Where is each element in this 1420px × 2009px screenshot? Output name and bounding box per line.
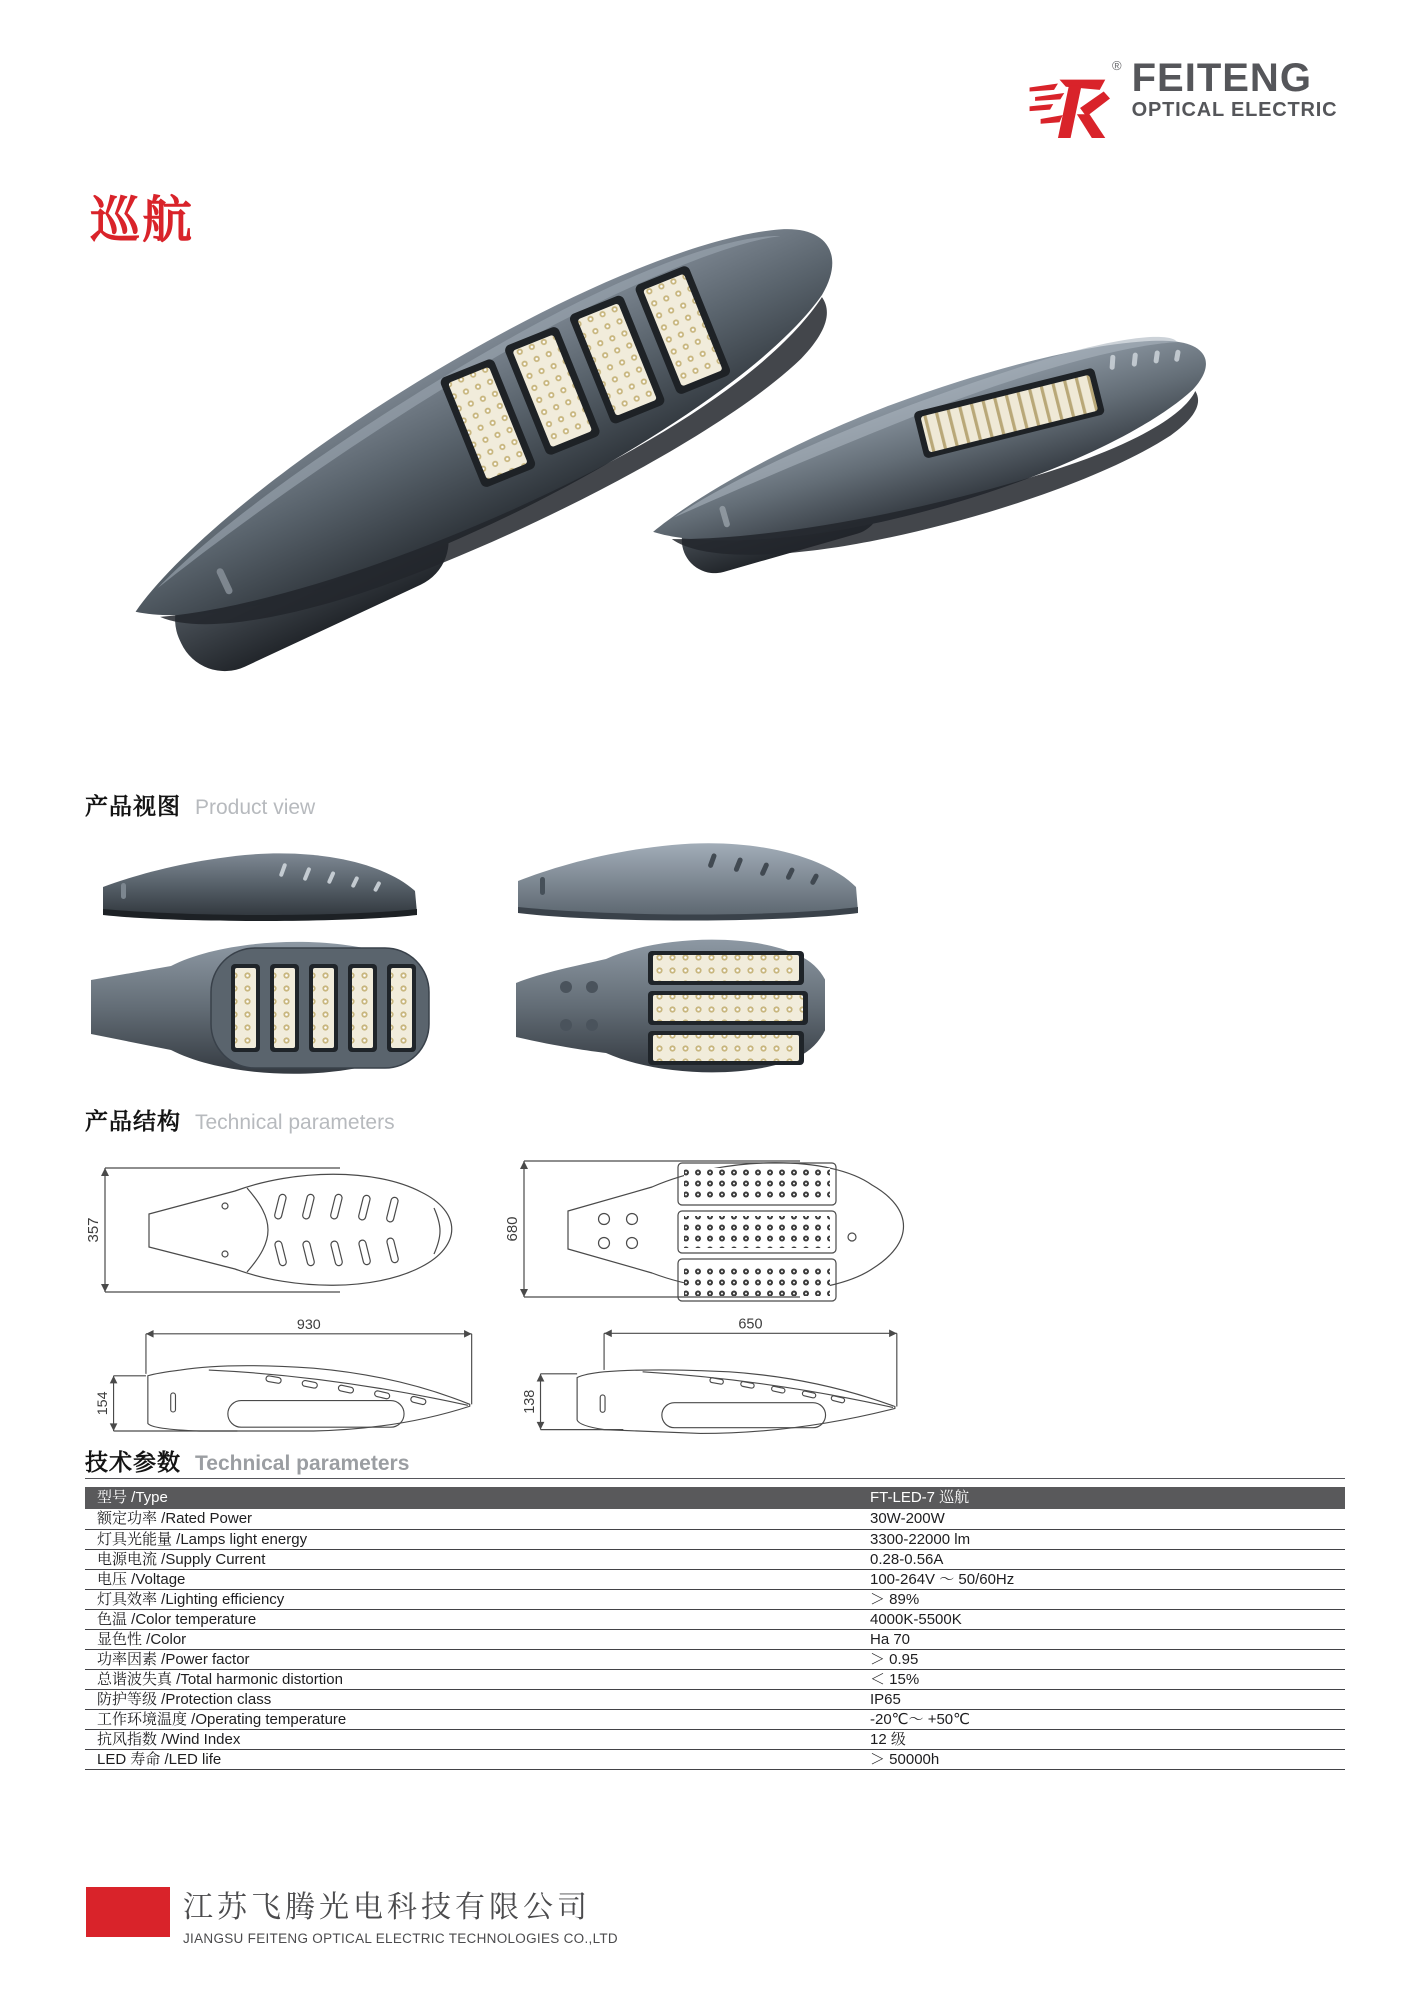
table-top-rule [85, 1478, 1345, 1479]
spec-row [85, 1729, 1345, 1749]
section-title-zh: 技术参数 [85, 1449, 181, 1475]
spec-value: ＜ 15% [870, 1669, 1345, 1689]
company-name-en: JIANGSU FEITENG OPTICAL ELECTRIC TECHNOLOGIES CO.,LTD [183, 1931, 618, 1946]
spec-value: ＞ 89% [870, 1589, 1345, 1609]
spec-row [85, 1749, 1345, 1769]
spec-label: 显色性 /Color [85, 1629, 870, 1649]
spec-label: 灯具效率 /Lighting efficiency [85, 1589, 870, 1609]
spec-label: 灯具光能量 /Lamps light energy [85, 1529, 870, 1549]
drawing-side-large [85, 1316, 485, 1446]
spec-value: 12 级 [870, 1729, 1345, 1749]
footer-brand-block [86, 1887, 170, 1937]
spec-row [85, 1589, 1345, 1609]
led-modules [231, 964, 416, 1052]
spec-label: 色温 /Color temperature [85, 1609, 870, 1629]
dim-label-154: 154 [94, 1391, 111, 1416]
section-tech-params [85, 1444, 409, 1477]
spec-table-body [85, 1509, 1345, 1769]
section-title-en: Technical parameters [195, 1452, 410, 1475]
section-title-en: Product view [195, 796, 316, 819]
spec-label: 总谐波失真 /Total harmonic distortion [85, 1669, 870, 1689]
spec-value: 3300-22000 lm [870, 1529, 1345, 1549]
spec-row [85, 1529, 1345, 1549]
hero-lamp-small-image [620, 278, 1280, 578]
spec-value: Ha 70 [870, 1629, 1345, 1649]
dim-label-357: 357 [85, 1217, 102, 1243]
spec-label: 额定功率 /Rated Power [85, 1509, 870, 1529]
spec-value: ＞ 50000h [870, 1749, 1345, 1769]
spec-header-value: FT-LED-7 巡航 [870, 1487, 1345, 1509]
spec-value: 4000K-5500K [870, 1609, 1345, 1629]
product-view-bottom-left-image [85, 930, 445, 1085]
dim-label-650: 650 [738, 1316, 763, 1333]
spec-value: ＞ 0.95 [870, 1649, 1345, 1669]
feiteng-speed-icon [1028, 66, 1110, 150]
drawing-side-small [500, 1316, 920, 1446]
spec-row [85, 1689, 1345, 1709]
spec-row [85, 1609, 1345, 1629]
dim-label-138: 138 [521, 1389, 538, 1414]
registered-mark: ® [1112, 58, 1122, 73]
section-product-view [85, 788, 315, 821]
section-title-zh: 产品视图 [85, 793, 181, 819]
brand-name: FEITENG [1131, 56, 1312, 100]
spec-row [85, 1669, 1345, 1689]
product-view-side-left-image [95, 843, 425, 928]
drawing-top-view [85, 1150, 485, 1310]
product-view-bottom-right-image [510, 925, 825, 1085]
spec-row [85, 1709, 1345, 1729]
spec-label: 工作环境温度 /Operating temperature [85, 1709, 870, 1729]
brand-tagline: OPTICAL ELECTRIC [1131, 99, 1338, 121]
spec-value: 100-264V ～ 50/60Hz [870, 1569, 1345, 1589]
spec-row [85, 1569, 1345, 1589]
spec-row [85, 1649, 1345, 1669]
section-title-zh: 产品结构 [85, 1108, 181, 1134]
spec-value: 0.28-0.56A [870, 1549, 1345, 1569]
company-name-zh: 江苏飞腾光电科技有限公司 [183, 1891, 591, 1924]
led-modules [648, 951, 808, 1065]
brand-logo [1028, 58, 1337, 150]
spec-table [85, 1487, 1345, 1770]
section-title-en: Technical parameters [195, 1111, 395, 1134]
spec-label: LED 寿命 /LED life [85, 1749, 870, 1769]
spec-value: IP65 [870, 1689, 1345, 1709]
spec-value: 30W-200W [870, 1509, 1345, 1529]
spec-label: 电源电流 /Supply Current [85, 1549, 870, 1569]
spec-label: 功率因素 /Power factor [85, 1649, 870, 1669]
spec-label: 抗风指数 /Wind Index [85, 1729, 870, 1749]
spec-row [85, 1629, 1345, 1649]
dim-label-680: 680 [504, 1216, 521, 1242]
section-structure [85, 1103, 395, 1136]
spec-header-row [85, 1487, 1345, 1509]
spec-value: -20℃～ +50℃ [870, 1709, 1345, 1729]
dim-label-930: 930 [296, 1317, 321, 1334]
page-title: 巡航 [90, 192, 194, 248]
product-view-side-right-image [510, 835, 865, 930]
footer-company [183, 1882, 618, 1946]
spec-header-label: 型号 /Type [85, 1487, 870, 1509]
spec-label: 防护等级 /Protection class [85, 1689, 870, 1709]
spec-row [85, 1549, 1345, 1569]
drawing-bottom-view [500, 1145, 920, 1315]
spec-row [85, 1509, 1345, 1529]
spec-label: 电压 /Voltage [85, 1569, 870, 1589]
